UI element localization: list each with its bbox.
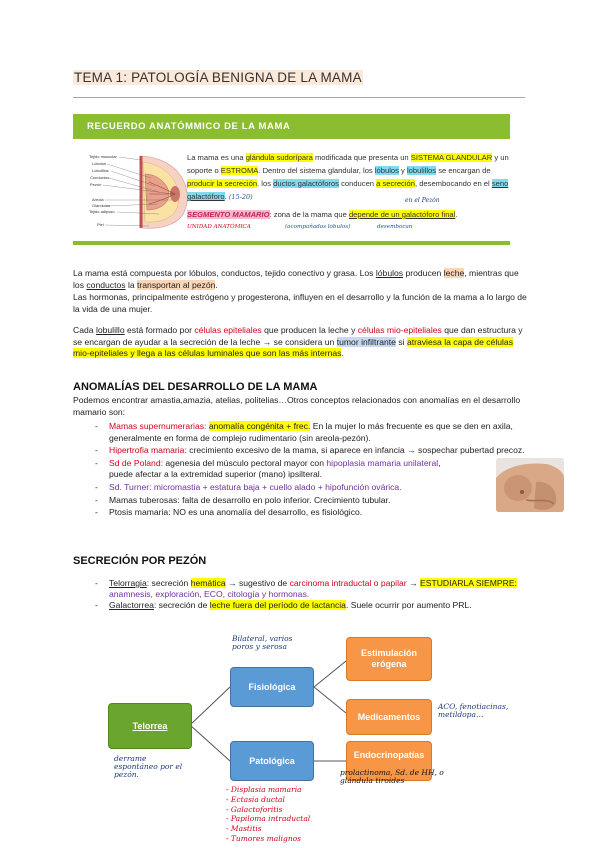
anatomy-box-header: RECUERDO ANATÓMMICO DE LA MAMA [73,114,510,139]
handwritten-note: ACO, fenotiacinas, metildopa… [438,702,509,719]
handwritten-note: en el Pezón [405,197,440,204]
handwritten-note: prolactinoma, Sd. de HH, o glándula tiroides [340,768,444,785]
list-item: - Ptosis mamaria: NO es una anomalía del desarrollo, es fisiológico. [73,507,527,519]
anomalias-heading: ANOMALÍAS DEL DESARROLLO DE LA MAMA [73,381,318,393]
anatomy-box-footer [73,241,510,245]
handwritten-note: desembocan [377,224,413,230]
svg-text:Tejido adiposo: Tejido adiposo [89,209,115,214]
telorrea-diagram [100,615,560,848]
list-item: - Hipertrofia mamaria: crecimiento excesivo de la mama, si aparece en infancia → sospechar pubertad precoz. [73,445,527,457]
anatomy-description: La mama es una glándula sudorípara modificada que presenta un SISTEMA GLANDULAR y un soporte o ESTROMA. Dentro del sistema glandular, los lóbulos y lobulillos se encargan de producir la secreción. los ductos galactóforos conducen a secreción, desembocando en el seno galactóforo. (15-20) en el Pezón SEGMENTO MAMARIO: zona de la mama que depende de un galactóforo final. UNIDAD ANATÓMICA (acompañados lobulos) desembocan [187,151,509,231]
handwritten-note: derrame espontáneo por el pezón. [114,754,183,779]
svg-text:Pezón: Pezón [90,182,102,187]
svg-text:Lóbulos: Lóbulos [92,161,107,166]
svg-text:Areola: Areola [92,197,104,202]
intro-paragraph-2: Las hormonas, principalmente estrógeno y progesterona, influyen en el desarrollo y la función de la mama a lo largo de la vida de una mujer. [73,292,527,314]
handwritten-note: UNIDAD ANATÓMICA [187,224,251,230]
svg-text:Tejido muscular: Tejido muscular [89,154,117,159]
poland-syndrome-photo [496,458,564,512]
list-item: - Sd. Turner: micromastia + estatura baja + cuello alado + hipofunción ovárica. [73,482,527,494]
handwritten-note: (15-20) [228,193,253,201]
list-item: - Telorragia: secreción hemática → sugestivo de carcinoma intraductal o papilar → ESTUDIARLA SIEMPRE: anamnesis, exploración, ECO, citología y hormonas. [73,578,527,600]
node-telorrea: Telorrea [108,703,192,749]
handwritten-note: (acompañados lobulos) [285,224,351,230]
title-divider [73,97,525,98]
intro-paragraph-1: La mama está compuesta por lóbulos, conductos, tejido conectivo y grasa. Los lóbulos producen leche, mientras que los conductos la transportan al pezón. [73,268,519,290]
handwritten-note: Bilateral, varios poros y serosa [232,634,293,651]
svg-text:Glándulas: Glándulas [92,203,111,208]
node-endocrinopatias: Endocrinopatías [346,741,432,781]
node-medicamentos: Medicamentos [346,699,432,735]
list-item: - Sd de Poland: agenesia del músculo pectoral mayor con hipoplasia mamaria unilateral, puede afectar a la extremidad superior (mano) ipsilteral. [73,458,527,481]
anomalias-intro: Podemos encontrar amastia,amazia, atelias, politelias…Otros conceptos relacionados con anomalías en el desarrollo mamario son: [73,395,521,417]
handwritten-list: - Displasia mamaria - Ectasia ductal - Galactoforitis - Papiloma intraductal - Mastitis - Tumores malignos [226,785,311,843]
node-estimulacion: Estimulación erógena [346,637,432,681]
breast-anatomy-figure [89,152,199,232]
node-patologica: Patológica [230,741,314,781]
page-title: TEMA 1: PATOLOGÍA BENIGNA DE LA MAMA [74,70,362,85]
list-item: - Mamas supernumerarias: anomalía congénita + frec. En la mujer lo más frecuente es que se den en axila, generalmente en forma de complejo rudimentario (sin areola-pezón). [73,421,527,444]
list-item: - Mamas tuberosas: falta de desarrollo en polo inferior. Crecimiento tubular. [73,495,527,507]
list-item: - Galactorrea: secreción de leche fuera del período de lactancia. Suele ocurrir por aumento PRL. [73,600,527,611]
anatomy-box [73,114,510,245]
svg-text:Lobulillos: Lobulillos [92,168,109,173]
secrecion-list [73,578,527,612]
node-fisiologica: Fisiológica [230,667,314,707]
secrecion-heading: SECRECIÓN POR PEZÓN [73,555,207,567]
anomalias-list [73,421,527,520]
svg-text:Piel: Piel [97,222,104,227]
intro-paragraph-3: Cada lobulillo está formado por células epiteliales que producen la leche y células mio-epiteliales que dan estructura y se encargan de ayudar a la secreción de la leche → se considera un tumor infiltrante si atraviesa la capa de células mio-epiteliales y llega a las células luminales que son las más internas. [73,325,523,359]
svg-text:Conductos: Conductos [90,175,110,180]
